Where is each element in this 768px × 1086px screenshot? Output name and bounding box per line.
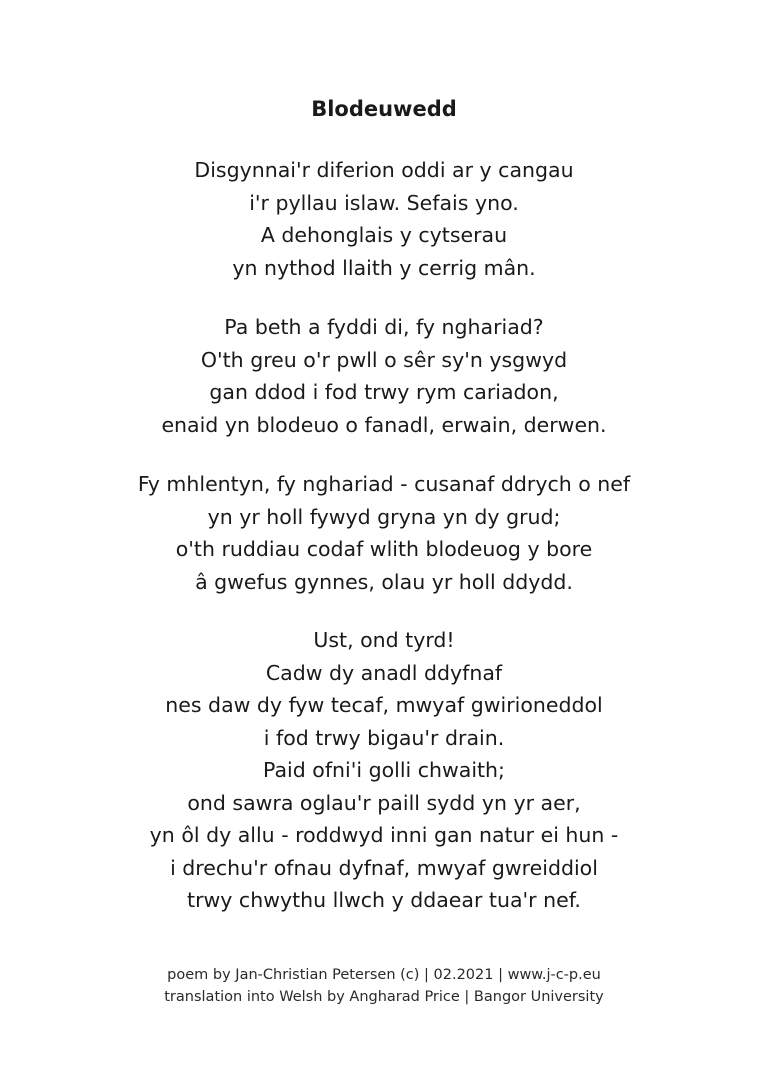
poem-line: A dehonglais y cytserau [260,223,508,247]
stanza-3 [0,468,768,598]
credits-footer [0,964,768,1008]
poem-line: enaid yn blodeuo o fanadl, erwain, derwen. [161,412,607,437]
translation-credit: translation into Welsh by Angharad Price | Bangor University [164,989,604,1005]
poem-line: â gwefus gynnes, olau yr holl ddydd. [195,569,573,594]
poem-line: Cadw dy anadl ddyfnaf [265,660,503,685]
poem-line: yn ôl dy allu - roddwyd inni gan natur ei hun - [149,823,619,847]
poem-line: ond sawra oglau'r paill sydd yn yr aer, [187,790,581,815]
poem-line: nes daw dy fyw tecaf, mwyaf gwirioneddol [165,693,603,717]
poem-line: Pa beth a fyddi di, fy nghariad? [224,315,544,339]
poem-line: yn yr holl fywyd gryna yn dy grud; [207,504,561,529]
poem-line: i drechu'r ofnau dyfnaf, mwyaf gwreiddiol [170,855,598,880]
stanza-1 [0,154,768,284]
poem-title: Blodeuwedd [311,97,457,121]
poem-line: Fy mhlentyn, fy nghariad - cusanaf ddrych o nef [137,472,631,496]
poem-line: i fod trwy bigau'r drain. [263,725,505,750]
poem-line: i'r pyllau islaw. Sefais yno. [249,190,519,215]
poem-line: Ust, ond tyrd! [313,628,455,652]
author-credit: poem by Jan-Christian Petersen (c) | 02.2021 | www.j-c-p.eu [167,967,601,983]
stanza-2 [0,311,768,441]
poem-line: trwy chwythu llwch y ddaear tua'r nef. [187,888,581,912]
poem-line: Paid ofni'i golli chwaith; [263,758,505,782]
poem-line: gan ddod i fod trwy rym cariadon, [209,380,559,404]
poem-line: yn nythod llaith y cerrig mân. [232,255,536,280]
stanza-4 [0,624,768,917]
poem-line: O'th greu o'r pwll o sêr sy'n ysgwyd [200,347,568,372]
poem-line: Disgynnai'r diferion oddi ar y cangau [194,158,574,182]
poem-line: o'th ruddiau codaf wlith blodeuog y bore [175,537,593,561]
